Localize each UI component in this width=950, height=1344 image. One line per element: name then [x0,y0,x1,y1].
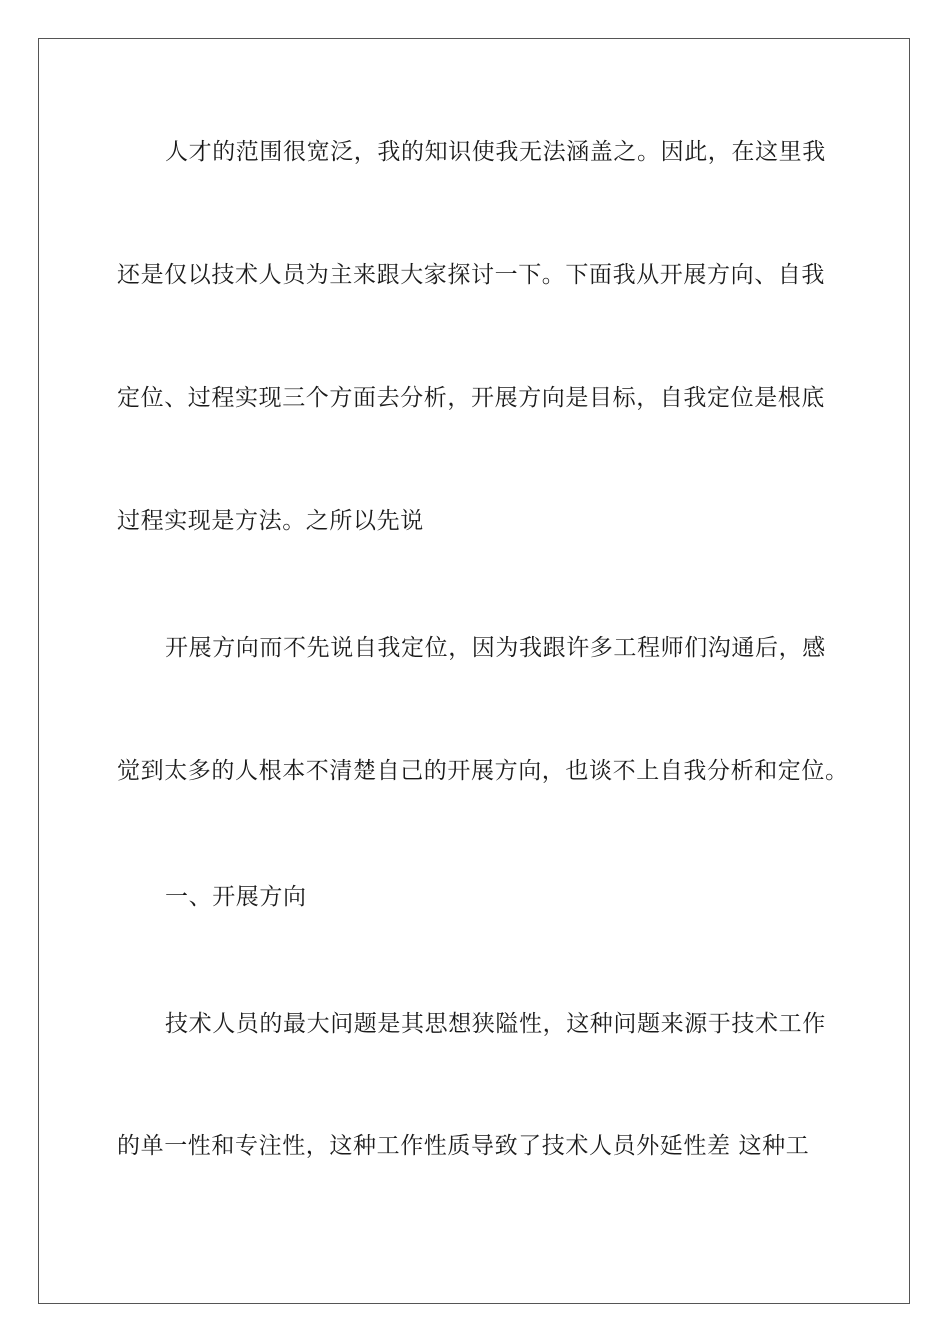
paragraph-line: 过程实现是方法。之所以先说 [117,508,424,534]
section-heading: 一、开展方向 [165,884,307,910]
paragraph-line: 开展方向而不先说自我定位，因为我跟许多工程师们沟通后，感 [165,635,826,661]
paragraph-line: 人才的范围很宽泛，我的知识使我无法涵盖之。因此，在这里我 [165,139,826,165]
paragraph-line: 技术人员的最大问题是其思想狭隘性，这种问题来源于技术工作 [165,1011,826,1037]
paragraph-line: 的单一性和专注性，这种工作性质导致了技术人员外延性差 这种工 [117,1133,810,1159]
paragraph-line: 定位、过程实现三个方面去分析，开展方向是目标，自我定位是根底 [117,385,825,411]
page-border [38,38,910,1304]
paragraph-line: 还是仅以技术人员为主来跟大家探讨一下。下面我从开展方向、自我 [117,262,825,288]
paragraph-line: 觉到太多的人根本不清楚自己的开展方向，也谈不上自我分析和定位。 [117,758,849,784]
